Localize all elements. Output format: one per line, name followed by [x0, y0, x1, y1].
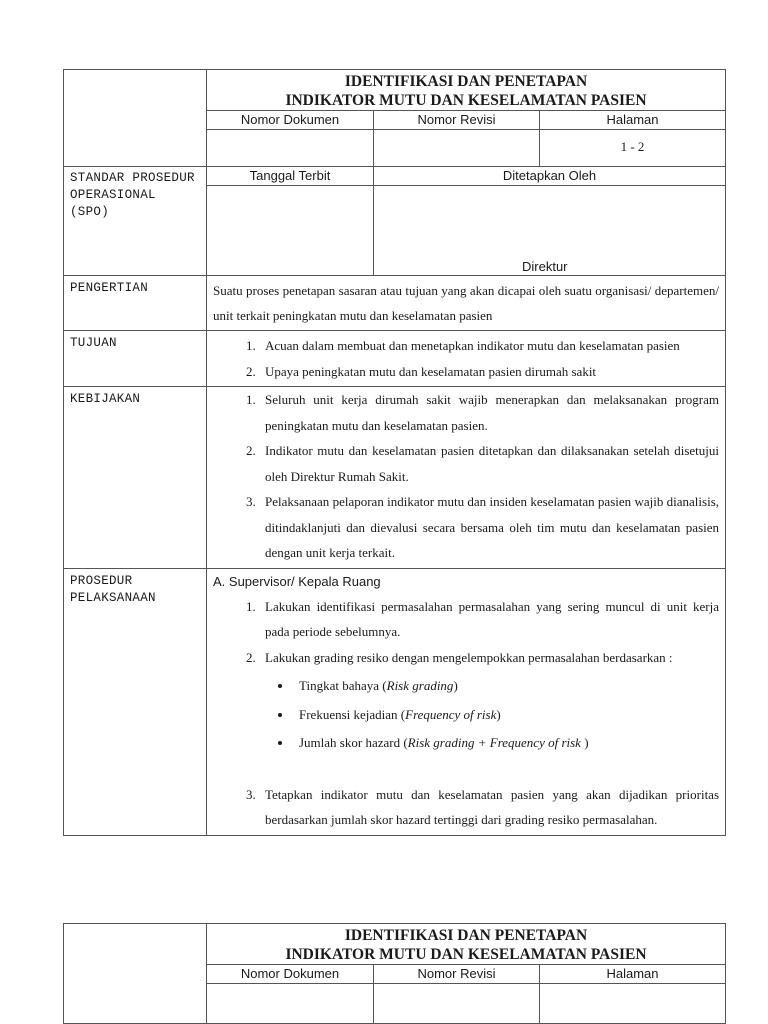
- nomor-dokumen-value: [207, 130, 374, 167]
- list-item: 1. Lakukan identifikasi permasalahan permasalahan yang sering muncul di unit kerja pada periode sebelumnya.: [259, 594, 719, 645]
- title-line-2: INDIKATOR MUTU DAN KESELAMATAN PASIEN: [285, 92, 647, 109]
- pengertian-label: PENGERTIAN: [64, 276, 207, 331]
- prosedur-label: PROSEDUR PELAKSANAAN: [64, 568, 207, 835]
- direktur-cell: [374, 186, 726, 276]
- list-item: 2. Indikator mutu dan keselamatan pasien ditetapkan dan dilaksanakan setelah disetujui oleh Direktur Rumah Sakit.: [259, 438, 719, 489]
- logo-cell: [64, 70, 207, 167]
- nomor-dokumen-header: Nomor Dokumen: [207, 111, 374, 130]
- bullet-item: • Jumlah skor hazard (Risk grading + Frequency of risk ): [293, 729, 719, 758]
- tujuan-label: TUJUAN: [64, 331, 207, 387]
- tujuan-content: [207, 331, 726, 387]
- title-line-1: IDENTIFIKASI DAN PENETAPAN: [344, 927, 588, 944]
- logo-cell: [64, 924, 207, 1024]
- document-title: [207, 70, 726, 111]
- section-a-heading: A. Supervisor/ Kepala Ruang: [213, 573, 381, 589]
- kebijakan-content: [207, 387, 726, 569]
- title-line-1: IDENTIFIKASI DAN PENETAPAN: [344, 73, 588, 90]
- tanggal-terbit-value: [207, 186, 374, 276]
- direktur-label: Direktur: [522, 259, 568, 274]
- spo-table-page-2: [63, 923, 726, 1024]
- ditetapkan-oleh-header: Ditetapkan Oleh: [374, 167, 726, 186]
- pengertian-text: Suatu proses penetapan sasaran atau tujuan yang akan dicapai oleh suatu organisasi/ departemen/ unit terkait peningkatan mutu dan keselamatan pasien: [207, 276, 726, 331]
- bullet-item: • Frekuensi kejadian (Frequency of risk): [293, 701, 719, 730]
- halaman-header: Halaman: [540, 965, 726, 984]
- halaman-header: Halaman: [540, 111, 726, 130]
- list-item: 1. Seluruh unit kerja dirumah sakit wajib menerapkan dan melaksanakan program peningkatan mutu dan keselamatan pasien.: [259, 387, 719, 438]
- list-item: [259, 645, 719, 782]
- nomor-dokumen-header: Nomor Dokumen: [207, 965, 374, 984]
- nomor-revisi-value: [374, 130, 540, 167]
- bullet-item: • Tingkat bahaya (Risk grading): [293, 672, 719, 701]
- prosedur-content: [207, 568, 726, 835]
- spo-table: [63, 69, 726, 836]
- document-title: [207, 924, 726, 965]
- bullet-list: [265, 672, 719, 758]
- kebijakan-list: [213, 387, 719, 566]
- kebijakan-label: KEBIJAKAN: [64, 387, 207, 569]
- halaman-value: 1 - 2: [540, 130, 726, 167]
- list-item: 2. Upaya peningkatan mutu dan keselamatan pasien dirumah sakit: [259, 359, 719, 385]
- prosedur-list: [213, 594, 719, 833]
- list-item: 1. Acuan dalam membuat dan menetapkan indikator mutu dan keselamatan pasien: [259, 333, 719, 359]
- step-2-text: Lakukan grading resiko dengan mengelempokkan permasalahan berdasarkan :: [265, 649, 673, 665]
- tujuan-list: [213, 333, 719, 384]
- list-item: 3. Tetapkan indikator mutu dan keselamatan pasien yang akan dijadikan prioritas berdasarkan jumlah skor hazard tertinggi dari grading resiko permasalahan.: [259, 782, 719, 833]
- title-line-2: INDIKATOR MUTU DAN KESELAMATAN PASIEN: [285, 946, 647, 963]
- nomor-revisi-header: Nomor Revisi: [374, 965, 540, 984]
- tanggal-terbit-header: Tanggal Terbit: [207, 167, 374, 186]
- nomor-revisi-header: Nomor Revisi: [374, 111, 540, 130]
- list-item: 3. Pelaksanaan pelaporan indikator mutu dan insiden keselamatan pasien wajib dianalisis, ditindaklanjuti dan dievalusi secara bersama oleh tim mutu dan keselamatan pasien dengan unit kerja terkait.: [259, 489, 719, 566]
- spo-label: STANDAR PROSEDUR OPERASIONAL (SPO): [64, 167, 207, 276]
